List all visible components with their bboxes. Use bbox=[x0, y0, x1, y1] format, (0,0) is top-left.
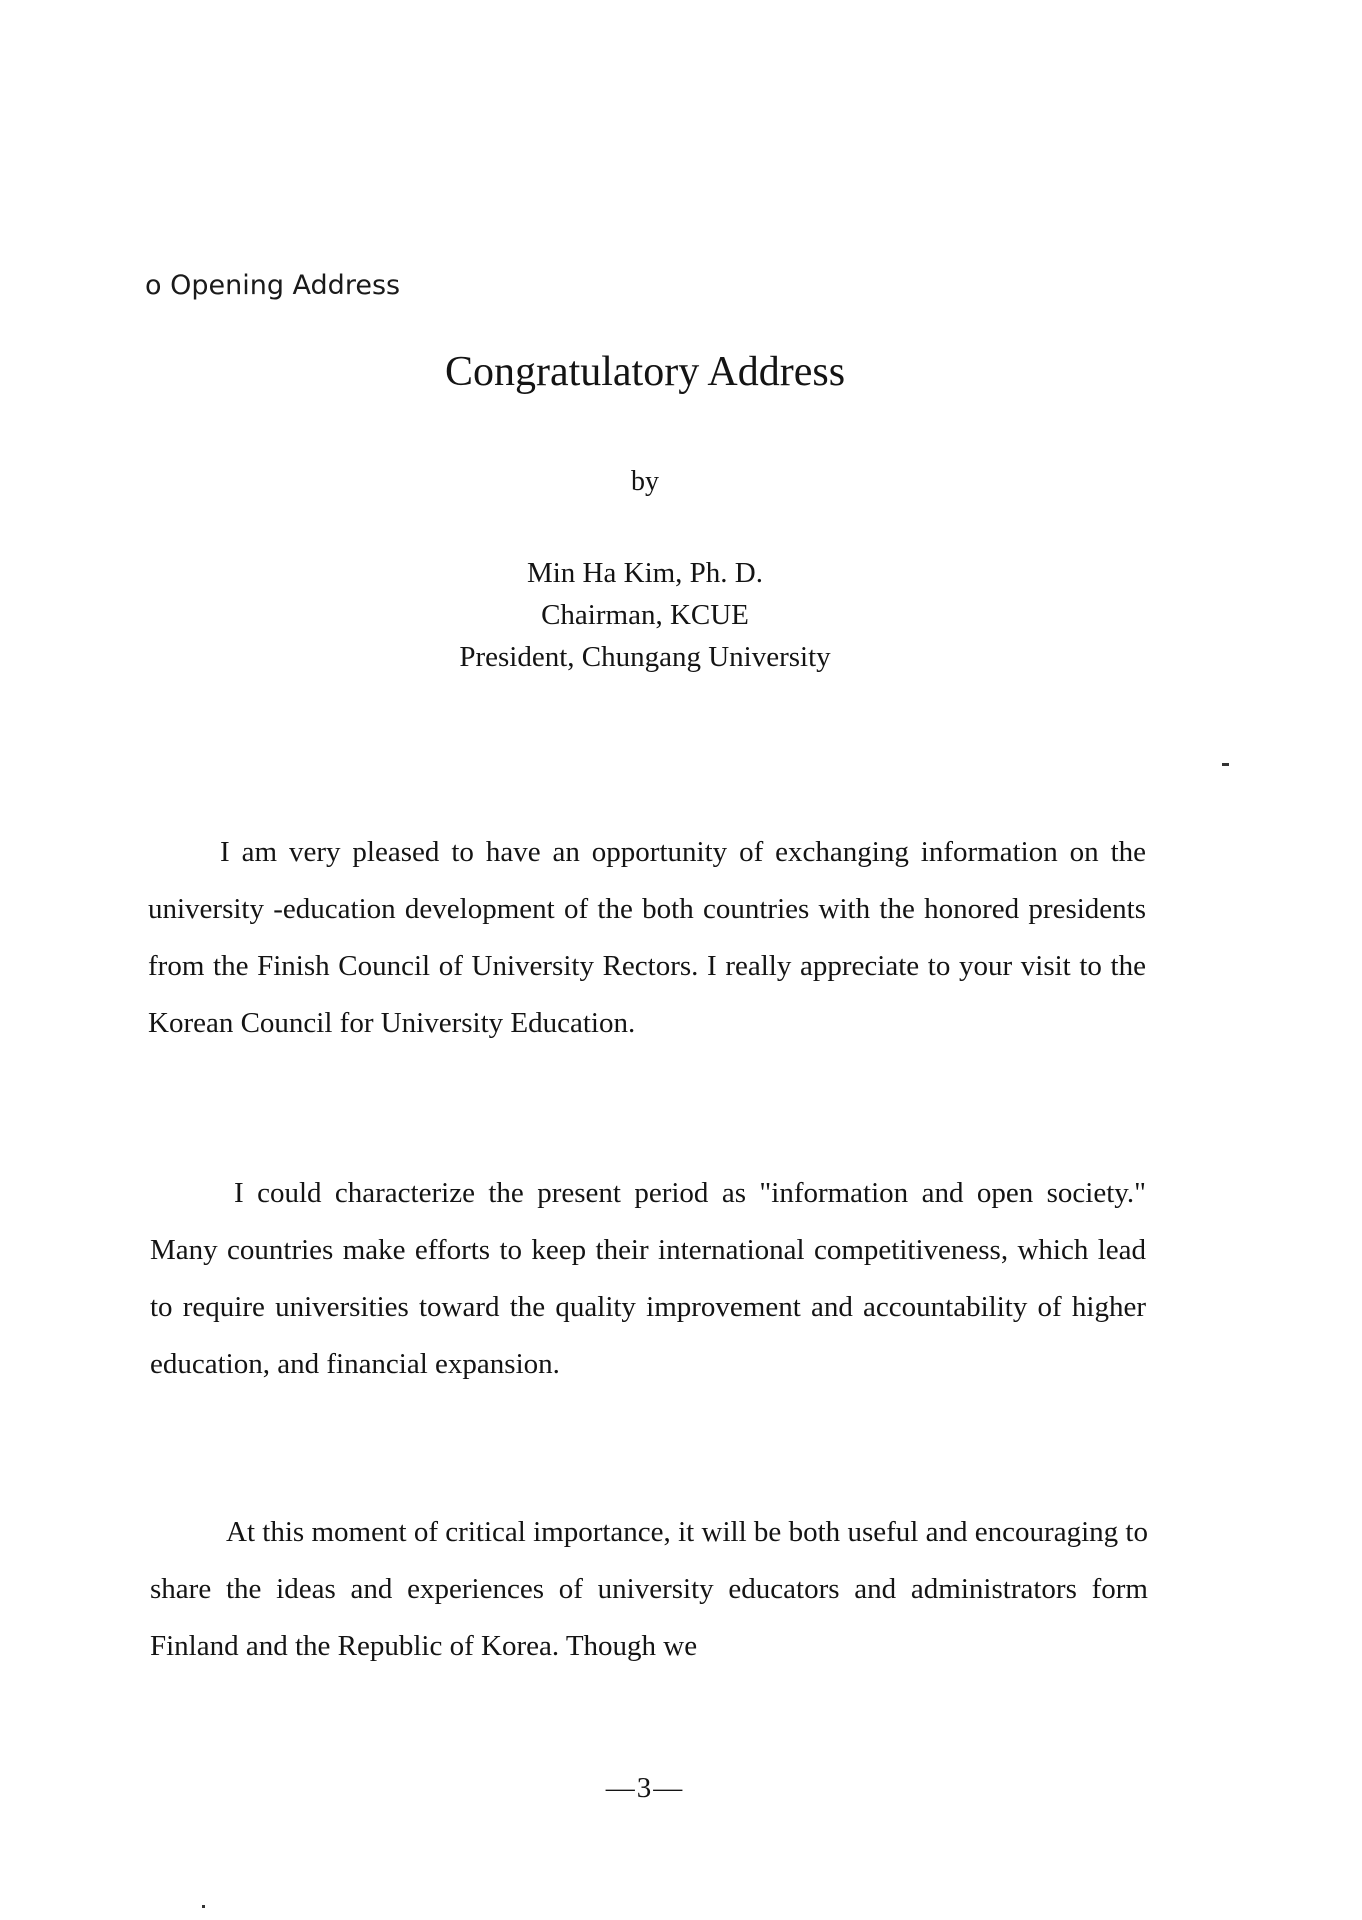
author-name: Min Ha Kim, Ph. D. bbox=[526, 557, 764, 589]
body-paragraph-2: I could characterize the present period as "information and open society." Many countries make efforts to keep their international competitiveness, which lead to require universities toward the quality improvement and accountability of higher education, and financial expansion. bbox=[150, 1177, 1146, 1380]
body-paragraph-1: I am very pleased to have an opportunity of exchanging information on the university -education development of the both countries with the honored presidents from the Finish Council of University Rectors. I really appreciate to your visit to the Korean Council for University Education. bbox=[148, 836, 1146, 1039]
scan-speck bbox=[202, 1905, 205, 1908]
author-position-chairman: Chairman, KCUE bbox=[541, 599, 749, 631]
scan-speck bbox=[1222, 763, 1229, 766]
page-number: —3— bbox=[605, 1772, 685, 1804]
byline: by bbox=[631, 466, 659, 497]
page-title: Congratulatory Address bbox=[444, 349, 846, 395]
section-label: o Opening Address bbox=[145, 270, 401, 301]
author-position-president: President, Chungang University bbox=[459, 641, 831, 673]
body-paragraph-3: At this moment of critical importance, it will be both useful and encouraging to share the ideas and experiences of university educators and administrators form Finland and the Republic of Korea. Though we bbox=[150, 1516, 1148, 1662]
author-block bbox=[0, 552, 1290, 678]
